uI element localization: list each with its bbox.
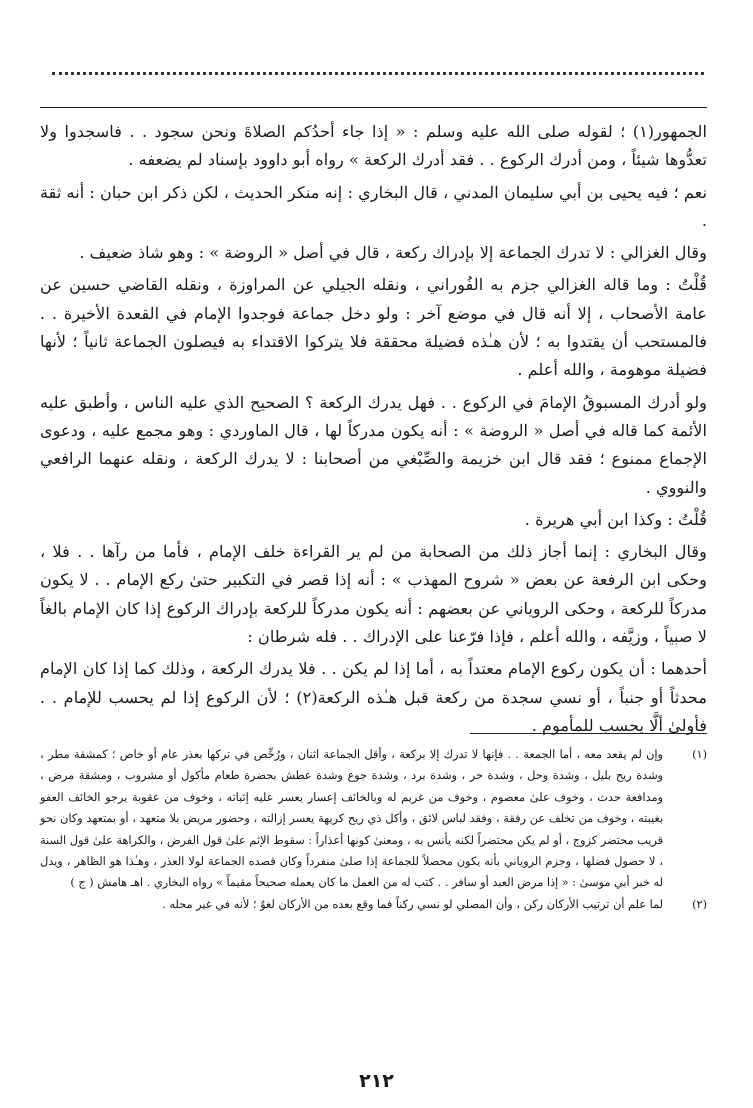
footnote-separator — [470, 733, 707, 734]
header-rule — [40, 107, 707, 108]
page-number: ٢١٢ — [359, 1070, 394, 1092]
footnote-text: وإن لم يقعد معه ، أما الجمعة . . فإنها لا تدرك إلا بركعة ، وأقل الجماعة اثنان ، ورُخِّص في تركها بعذر عام أو خاص ؛ كمشقة مطر ، وشدة ريح بليل ، وشدة وحل ، وشدة حر ، وشدة برد ، وشدة جوع وشدة عطش بحضرة طعام مأكول أو مشروب ، ومشقة مرض ، ومدافعة حدث ، وخوف علىٰ معصوم ، وخوف من غريم له وبالخائف إعسار يعسر عليه إثباته ، وخوف من عقوبة يرجو الخائف العفو بغيبته ، وخوف من تخلف عن رفقة ، وفقد لباس لائق ، وأكل ذي ريح كريهة يعسر إزالته ، وحضور مريض بلا متعهد ، أو بمتعهد وكان نحو قريب محتضر كزوج ، أو لم يكن محتضراً لكنه يأنس به ، ومعنىٰ كونها أعذاراً : سقوط الإثم علىٰ قول الفرض ، والكراهة علىٰ قول السنة ، لا حصول فضلها ، وجزم الروياني بأنه يكون محصلاً للجماعة إذا صلىٰ منفرداً وكان قصده الجماعة لولا العذر ، وهـٰذا هو الظاهر ، ويدل له خبر أبي موسىٰ : « إذا مرض العبد أو سافر . . كتب له من العمل ما كان يعمله صحيحاً مقيماً » رواه البخاري . اهـ هامش ( ج ) — [40, 748, 663, 890]
paragraph: وقال الغزالي : لا تدرك الجماعة إلا بإدراك ركعة ، قال في أصل « الروضة » : وهو شاذ ضعيف . — [79, 243, 707, 263]
footnote-number: (١) — [692, 748, 707, 761]
footnote-text: لما علم أن ترتيب الأركان ركن ، وأن المصلي لو نسي ركناً فما وقع بعده من الأركان لغوٌ ؛ لأنه في غير محله . — [162, 897, 663, 911]
paragraph: قُلْتُ : وما قاله الغزالي جزم به الفُوراني ، ونقله الجيلي عن المراوزة ، ونقله القاضي حسين عن عامة الأصحاب ، إلا أنه قال في موضع آخر : ولو دخل جماعة فوجدوا الإمام في القعدة الأخيرة . . فالمستحب أن يقتدوا به ؛ لأن هـٰذه فضيلة محققة فلا يتركوا الاقتداء به فيصلون الجماعة ثانياً ؛ لأنها فضيلة موهومة ، والله أعلم . — [40, 275, 707, 380]
paragraph: وقال البخاري : إنما أجاز ذلك من الصحابة من لم ير القراءة خلف الإمام ، فأما من رآها . . فلا ، وحكى ابن الرفعة عن بعض « شروح المهذب » : أنه إذا قصر في التكبير حتىٰ ركع الإمام . . لا يكون مدركاً للركعة ، وحكى الروياني عن بعضهم : أنه يكون مدركاً للركعة بإدراك الركوع إذا كان الإمام بالغاً لا صبياً ، وزيَّفه ، والله أعلم ، فإذا فرّعنا على الإدراك . . فله شرطان : — [40, 542, 707, 647]
paragraph: أحدهما : أن يكون ركوع الإمام معتداً به ، أما إذا لم يكن . . فلا يدرك الركعة ، وذلك كما إذا كان الإمام محدثاً أو جنباً ، أو نسي سجدة من ركعة قبل هـٰذه الركعة(٢) ؛ لأن الركوع إذا لم يحسب للإمام . . فأولىٰ ألَّا يحسب للمأموم . — [40, 659, 707, 735]
paragraph: قُلْتُ : وكذا ابن أبي هريرة . — [524, 509, 707, 529]
footnote — [40, 894, 707, 915]
header-dotted-line — [52, 72, 704, 75]
footnotes — [40, 744, 707, 915]
footnote-number: (٢) — [692, 897, 707, 911]
paragraph: ولو أدرك المسبوقُ الإمامَ في الركوع . . فهل يدرك الركعة ؟ الصحيح الذي عليه الناس ، وأطبق عليه الأئمة كما قاله في أصل « الروضة » : أنه يكون مدركاً لها ، قال الماوردي : وهو مجمع عليه ، ودعوى الإجماع ممنوع ؛ فقد قال ابن خزيمة والصِّبْغي من أصحابنا : لا يدرك الركعة ، ونقله عنهما الرافعي والنووي . — [40, 392, 707, 497]
paragraph: نعم ؛ فيه يحيى بن أبي سليمان المدني ، قال البخاري : إنه منكر الحديث ، لكن ذكر ابن حبان : أنه ثقة . — [40, 182, 707, 230]
main-text — [40, 118, 707, 744]
footnote — [40, 744, 707, 894]
paragraph: الجمهور(١) ؛ لقوله صلى الله عليه وسلم : « إذا جاء أحدُكم الصلاةَ ونحن سجود . . فاسجدوا ولا تعدُّوها شيئاً ، ومن أدرك الركوع . . فقد أدرك الركعة » رواه أبو داوود بإسناد لم يضعفه . — [40, 122, 707, 170]
